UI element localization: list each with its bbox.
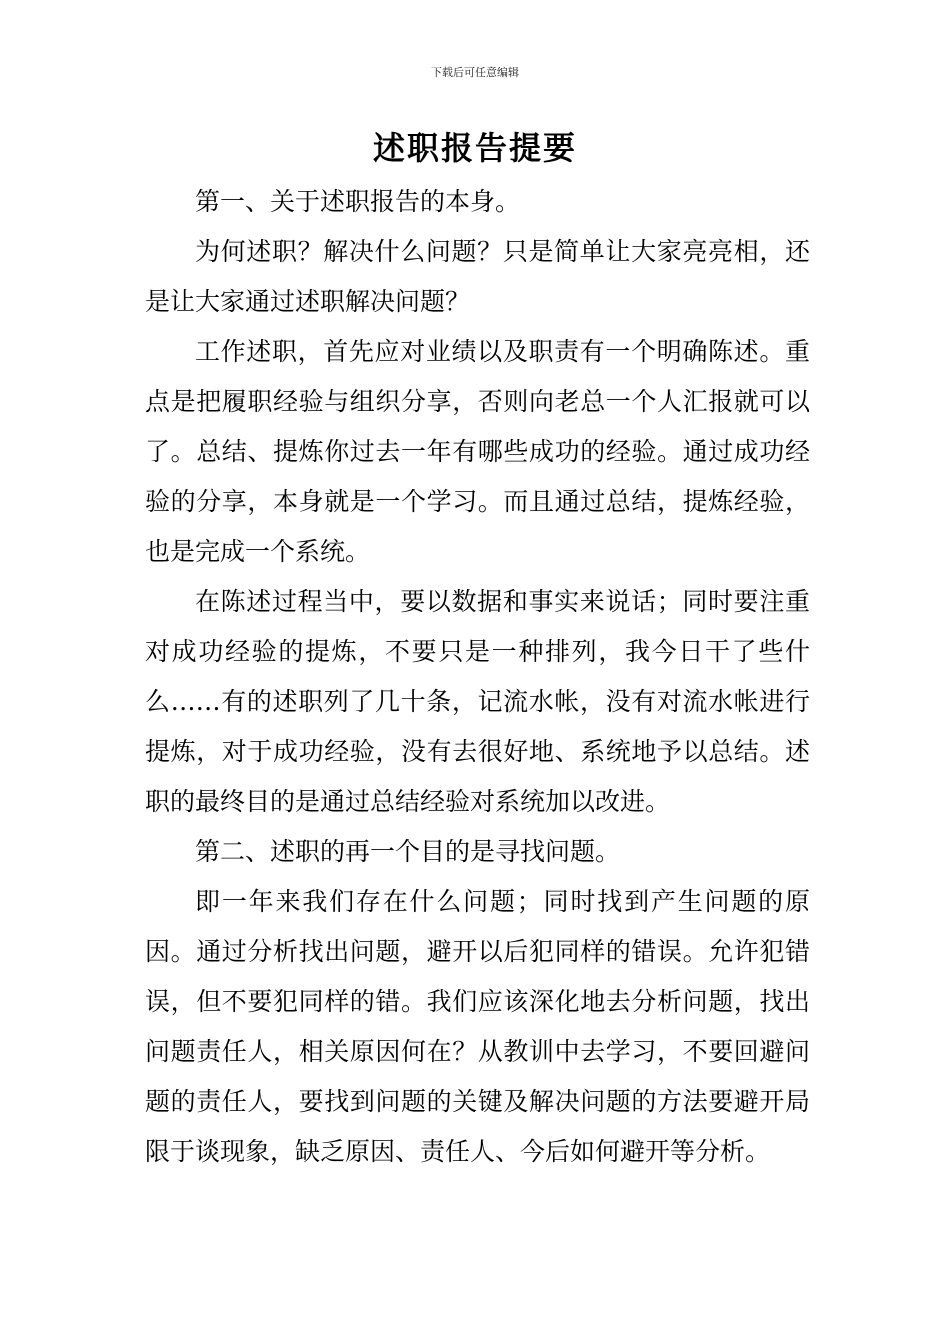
- paragraph: 在陈述过程当中，要以数据和事实来说话；同时要注重对成功经验的提炼，不要只是一种排列，我今日干了些什么……有的述职列了几十条，记流水帐，没有对流水帐进行提炼，对于成功经验，没有去很好地、系统地予以总结。述职的最终目的是通过总结经验对系统加以改进。: [145, 587, 810, 816]
- header-note: 下载后可任意编辑: [431, 66, 519, 79]
- paragraph: 工作述职，首先应对业绩以及职责有一个明确陈述。重点是把履职经验与组织分享，否则向老总一个人汇报就可以了。总结、提炼你过去一年有哪些成功的经验。通过成功经验的分享，本身就是一个学习。而且通过总结，提炼经验，也是完成一个系统。: [145, 337, 810, 566]
- section-heading-1: 第一、关于述职报告的本身。: [195, 187, 521, 216]
- section-heading-2: 第二、述职的再一个目的是寻找问题。: [195, 837, 621, 866]
- document-title: 述职报告提要: [372, 129, 577, 167]
- paragraph: 为何述职？解决什么问题？只是简单让大家亮亮相，还是让大家通过述职解决问题？: [145, 237, 810, 316]
- paragraph: 即一年来我们存在什么问题；同时找到产生问题的原因。通过分析找出问题，避开以后犯同样的错误。允许犯错误，但不要犯同样的错。我们应该深化地去分析问题，找出问题责任人，相关原因何在？从教训中去学习，不要回避问题的责任人，要找到问题的关键及解决问题的方法要避开局限于谈现象，缺乏原因、责任人、今后如何避开等分析。: [145, 887, 810, 1166]
- document-body: [145, 177, 810, 1177]
